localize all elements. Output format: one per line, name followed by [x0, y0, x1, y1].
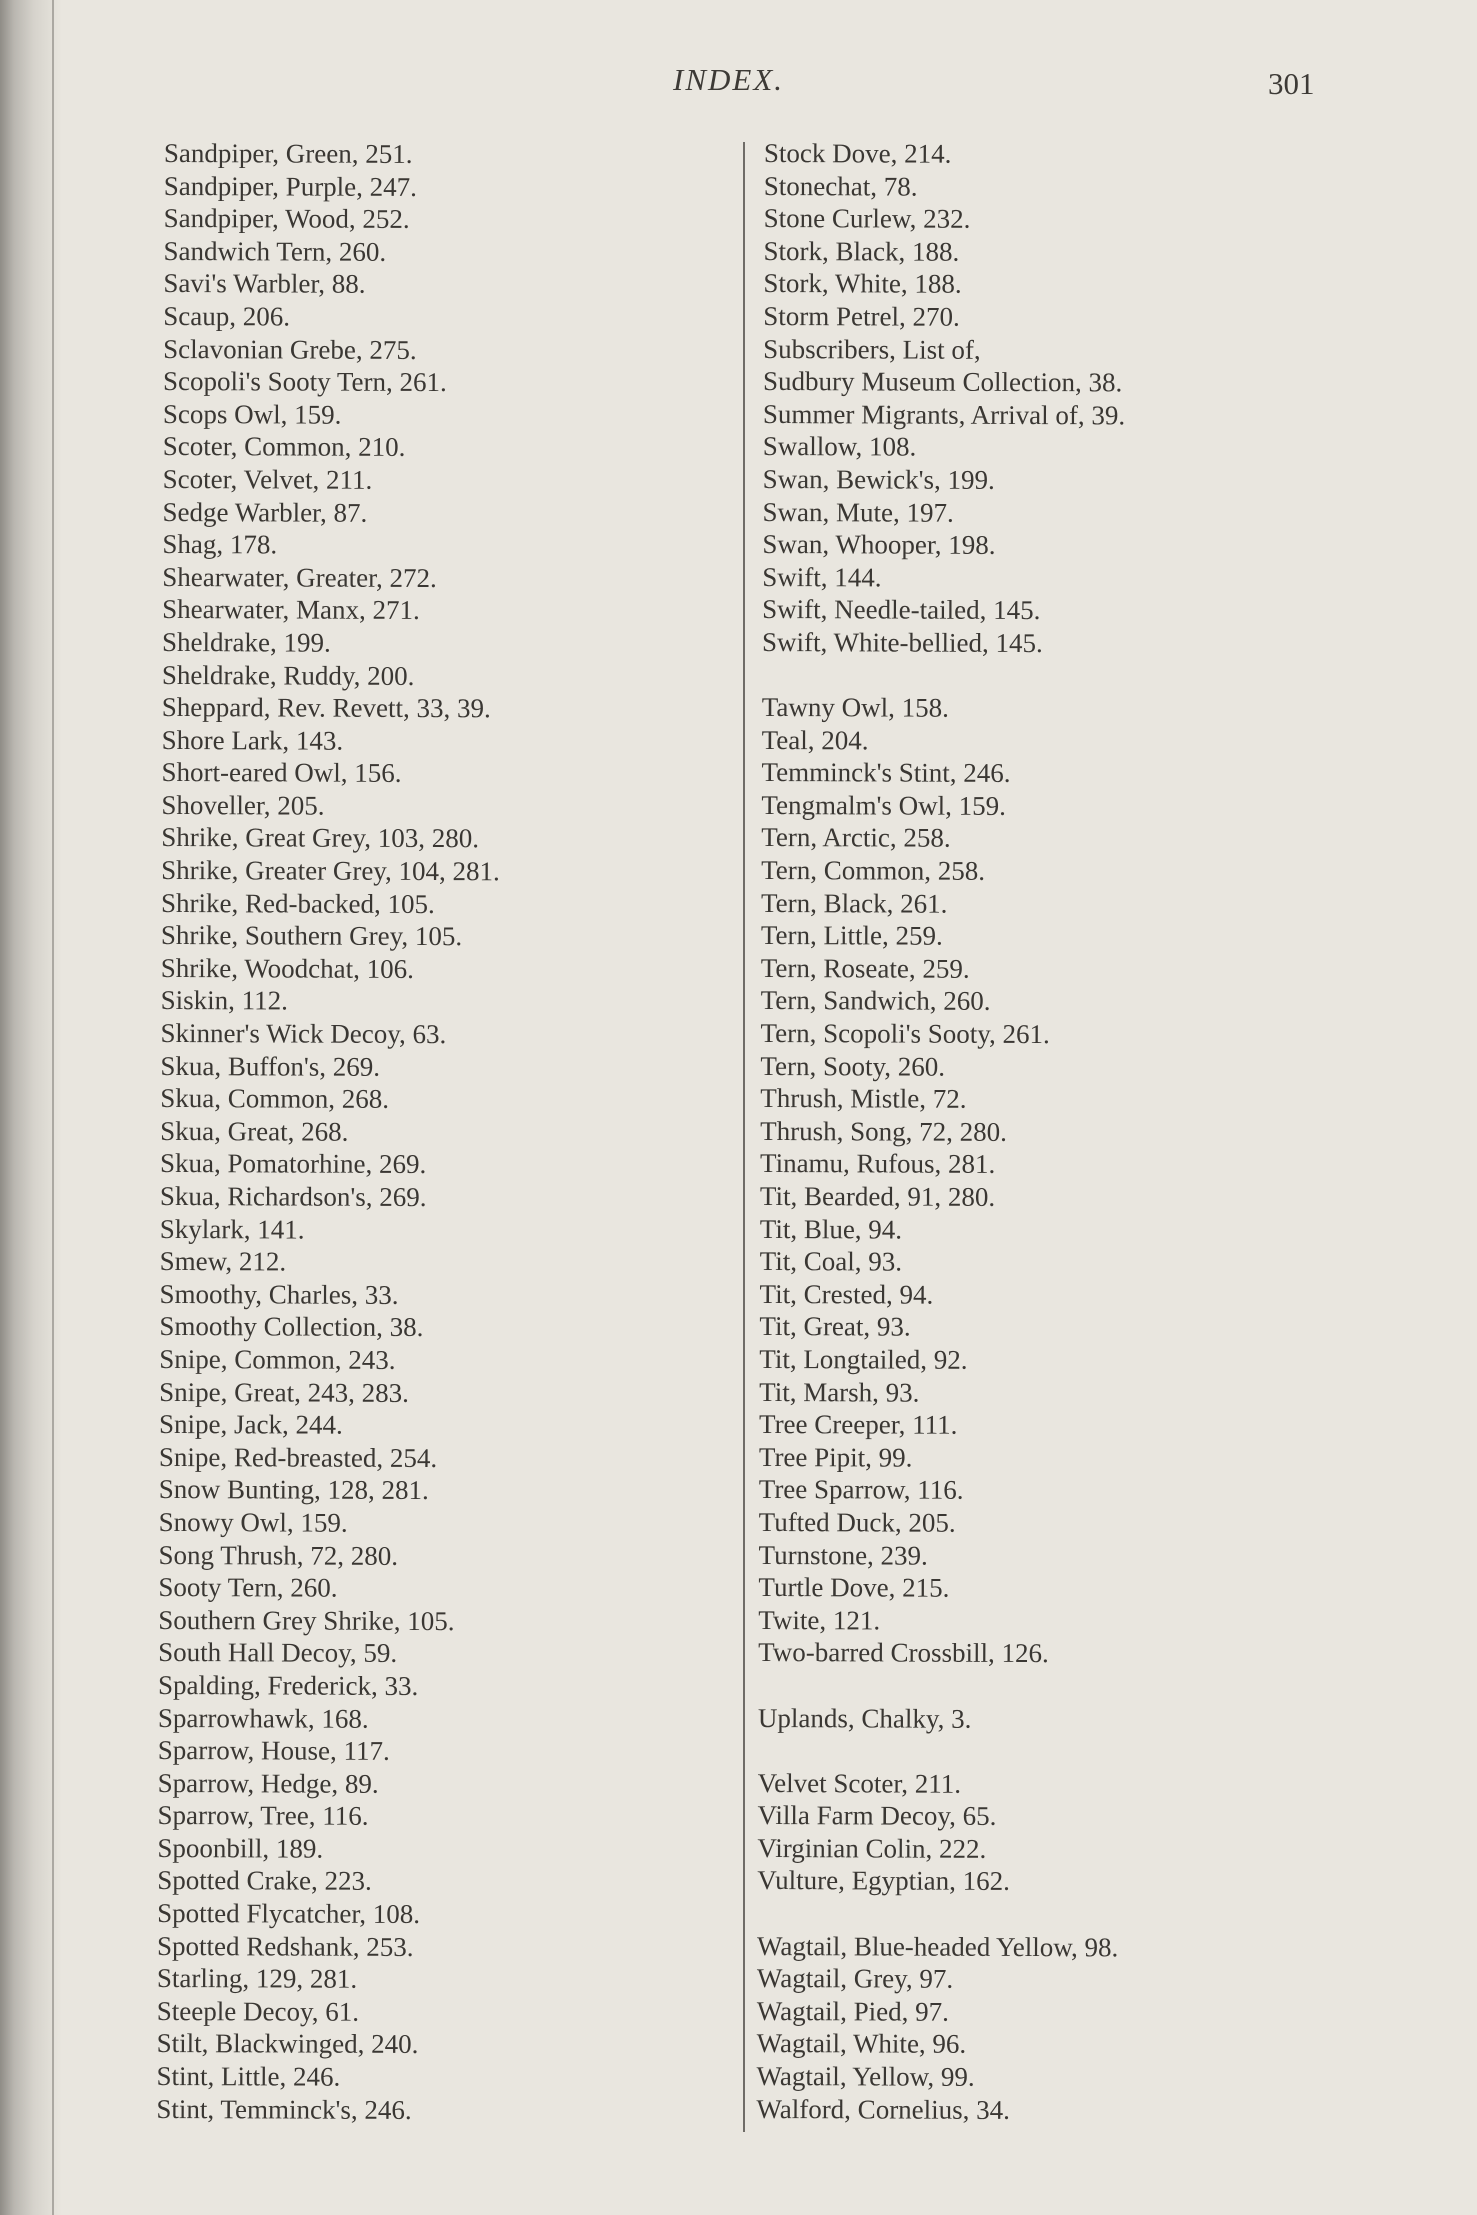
index-entry: Savi's Warbler, 88. [163, 268, 366, 300]
index-entry: Tern, Black, 261. [761, 887, 948, 919]
index-entry: Shrike, Greater Grey, 104, 281. [161, 855, 500, 887]
index-entry: Stint, Temminck's, 246. [156, 2093, 412, 2125]
index-entry: Thrush, Song, 72, 280. [760, 1115, 1008, 1147]
index-entry: Stone Curlew, 232. [763, 203, 971, 234]
index-entry: Villa Farm Decoy, 65. [757, 1800, 997, 1832]
index-entry: Sedge Warbler, 87. [162, 496, 368, 528]
index-entry: Skua, Great, 268. [160, 1115, 349, 1147]
page-number: 301 [1268, 66, 1315, 101]
index-entry: Skua, Buffon's, 269. [160, 1050, 381, 1082]
index-entry: Sandpiper, Green, 251. [163, 138, 413, 169]
index-entry: Uplands, Chalky, 3. [757, 1702, 972, 1734]
index-section-gap [758, 1669, 1120, 1703]
index-entry: Tern, Arctic, 258. [761, 822, 951, 854]
index-entry: Wagtail, White, 96. [756, 2028, 967, 2060]
index-entry: Snipe, Great, 243, 283. [159, 1376, 409, 1408]
index-entry: Snipe, Red-breasted, 254. [158, 1441, 438, 1473]
index-entry: Twite, 121. [758, 1604, 881, 1636]
index-entry: Sandpiper, Purple, 247. [163, 170, 418, 202]
index-entry: Tit, Longtailed, 92. [759, 1343, 968, 1375]
index-entry: Sheldrake, Ruddy, 200. [161, 659, 415, 691]
index-entry: Sheppard, Rev. Revett, 33, 39. [161, 692, 491, 724]
index-entry: Sandpiper, Wood, 252. [163, 203, 410, 235]
index-column-left [156, 137, 502, 2127]
page-binding-edge [52, 0, 54, 2215]
index-entry: Shag, 178. [162, 529, 278, 560]
index-entry: Smoothy, Charles, 33. [159, 1278, 399, 1310]
index-column-right [756, 137, 1126, 2127]
index-entry: Starling, 129, 281. [156, 1963, 358, 1995]
index-entry: Scoter, Velvet, 211. [162, 463, 373, 495]
index-section-gap [757, 1897, 1119, 1931]
index-entry: Scops Owl, 159. [162, 398, 342, 430]
index-entry: Smew, 212. [159, 1246, 287, 1277]
index-entry: Wagtail, Blue-headed Yellow, 98. [756, 1930, 1119, 1963]
index-entry: Tern, Little, 259. [760, 920, 943, 951]
index-entry: Tree Pipit, 99. [758, 1441, 913, 1473]
index-entry: Skua, Pomatorhine, 269. [160, 1148, 427, 1180]
index-entry: Shrike, Red-backed, 105. [161, 887, 435, 919]
index-entry: Short-eared Owl, 156. [161, 757, 402, 789]
index-entry: Tit, Great, 93. [759, 1311, 911, 1342]
index-entry: Velvet Scoter, 211. [757, 1767, 962, 1799]
index-entry: Southern Grey Shrike, 105. [158, 1604, 455, 1636]
index-entry: Snipe, Jack, 244. [159, 1409, 343, 1440]
index-entry: Sooty Tern, 260. [158, 1572, 338, 1603]
index-entry: Swift, Needle-tailed, 145. [762, 594, 1041, 626]
index-entry: Scaup, 206. [163, 300, 291, 332]
index-entry: Wagtail, Grey, 97. [756, 1963, 954, 1994]
index-entry: Tern, Scopoli's Sooty, 261. [760, 1018, 1050, 1050]
index-entry: Vulture, Egyptian, 162. [757, 1865, 1010, 1897]
index-entry: Two-barred Crossbill, 126. [758, 1637, 1049, 1669]
index-entry: Snipe, Common, 243. [159, 1343, 396, 1375]
index-entry: Shrike, Southern Grey, 105. [160, 920, 463, 952]
index-entry: Storm Petrel, 270. [763, 300, 960, 332]
index-entry: Tit, Blue, 94. [759, 1213, 903, 1245]
index-entry: Shearwater, Greater, 272. [162, 561, 437, 593]
index-entry: Snowy Owl, 159. [158, 1506, 348, 1538]
index-entry: Skinner's Wick Decoy, 63. [160, 1018, 447, 1050]
index-entry: Teal, 204. [761, 724, 869, 756]
index-entry: Wagtail, Yellow, 99. [756, 2061, 975, 2092]
index-entry: Turtle Dove, 215. [758, 1572, 950, 1603]
index-entry: Swallow, 108. [762, 431, 917, 462]
index-entry: Shrike, Woodchat, 106. [160, 952, 414, 984]
index-entry: Stint, Little, 246. [156, 2061, 341, 2092]
index-entry: Spalding, Frederick, 33. [157, 1669, 419, 1701]
index-entry: Scoter, Common, 210. [162, 431, 406, 463]
index-section-gap [758, 1734, 1120, 1768]
index-entry: Spotted Redshank, 253. [156, 1930, 414, 1962]
index-entry: Tit, Bearded, 91, 280. [759, 1180, 996, 1212]
index-entry: Summer Migrants, Arrival of, 39. [762, 398, 1126, 431]
index-entry: Sparrow, Tree, 116. [157, 1800, 369, 1832]
index-entry: Skua, Richardson's, 269. [159, 1180, 427, 1213]
index-entry: Tengmalm's Owl, 159. [761, 789, 1006, 821]
index-entry: Temminck's Stint, 246. [761, 757, 1011, 789]
index-entry: Tinamu, Rufous, 281. [760, 1148, 996, 1180]
index-entry: Shoveller, 205. [161, 789, 325, 821]
index-entry: Snow Bunting, 128, 281. [158, 1474, 429, 1506]
index-entry: Virginian Colin, 222. [757, 1832, 987, 1864]
index-entry: Wagtail, Pied, 97. [756, 1995, 949, 2027]
index-entry: Stock Dove, 214. [763, 138, 952, 169]
index-entry: Skua, Common, 268. [160, 1083, 390, 1115]
index-entry: Sandwich Tern, 260. [163, 235, 387, 267]
index-entry: Shearwater, Manx, 271. [162, 594, 420, 626]
index-entry: Tree Sparrow, 116. [758, 1474, 964, 1506]
index-entry: Tern, Sandwich, 260. [760, 985, 991, 1017]
index-entry: Swan, Bewick's, 199. [762, 463, 995, 495]
column-divider [743, 142, 745, 2132]
index-entry: Swift, White-bellied, 145. [762, 626, 1043, 658]
index-entry: Tit, Coal, 93. [759, 1246, 903, 1277]
index-entry: Swift, 144. [762, 561, 882, 593]
index-entry: Tern, Common, 258. [761, 855, 986, 886]
index-entry: Steeple Decoy, 61. [156, 1995, 360, 2027]
index-entry: Tit, Crested, 94. [759, 1278, 934, 1310]
index-entry: Tern, Roseate, 259. [760, 952, 970, 984]
index-entry: Tern, Sooty, 260. [760, 1050, 946, 1082]
index-entry: Sparrowhawk, 168. [157, 1702, 369, 1734]
index-entry: Spotted Flycatcher, 108. [157, 1898, 421, 1930]
index-entry: Tit, Marsh, 93. [759, 1376, 920, 1408]
index-entry: Sparrow, House, 117. [157, 1735, 390, 1766]
index-entry: Walford, Cornelius, 34. [756, 2093, 1011, 2125]
index-entry: Stork, White, 188. [763, 268, 962, 300]
index-entry: Tawny Owl, 158. [761, 692, 949, 723]
index-entry: Spotted Crake, 223. [157, 1865, 372, 1897]
index-entry: Stilt, Blackwinged, 240. [156, 2028, 419, 2060]
index-entry: Scopoli's Sooty Tern, 261. [163, 366, 447, 398]
index-entry: Sheldrake, 199. [162, 626, 331, 658]
index-entry: Song Thrush, 72, 280. [158, 1539, 399, 1571]
index-entry: Siskin, 112. [160, 985, 289, 1016]
index-entry: Tree Creeper, 111. [759, 1409, 958, 1440]
index-entry: Sclavonian Grebe, 275. [163, 333, 417, 365]
index-entry: Spoonbill, 189. [157, 1832, 324, 1864]
index-entry: Smoothy Collection, 38. [159, 1311, 424, 1343]
index-entry: Sudbury Museum Collection, 38. [763, 366, 1123, 398]
index-entry: South Hall Decoy, 59. [158, 1637, 398, 1669]
index-entry: Tufted Duck, 205. [758, 1506, 956, 1538]
index-entry: Stonechat, 78. [763, 170, 918, 202]
index-entry: Shrike, Great Grey, 103, 280. [161, 822, 480, 854]
index-entry: Shore Lark, 143. [161, 724, 344, 756]
index-entry: Thrush, Mistle, 72. [760, 1083, 967, 1115]
index-section-gap [762, 658, 1124, 692]
index-entry: Swan, Mute, 197. [762, 496, 954, 528]
index-entry: Turnstone, 239. [758, 1539, 928, 1571]
index-entry: Sparrow, Hedge, 89. [157, 1767, 379, 1799]
index-entry: Swan, Whooper, 198. [762, 529, 996, 561]
index-entry: Skylark, 141. [159, 1213, 305, 1245]
index-entry: Stork, Black, 188. [763, 235, 960, 267]
running-title: INDEX. [673, 62, 785, 97]
index-entry: Subscribers, List of, [763, 333, 981, 365]
